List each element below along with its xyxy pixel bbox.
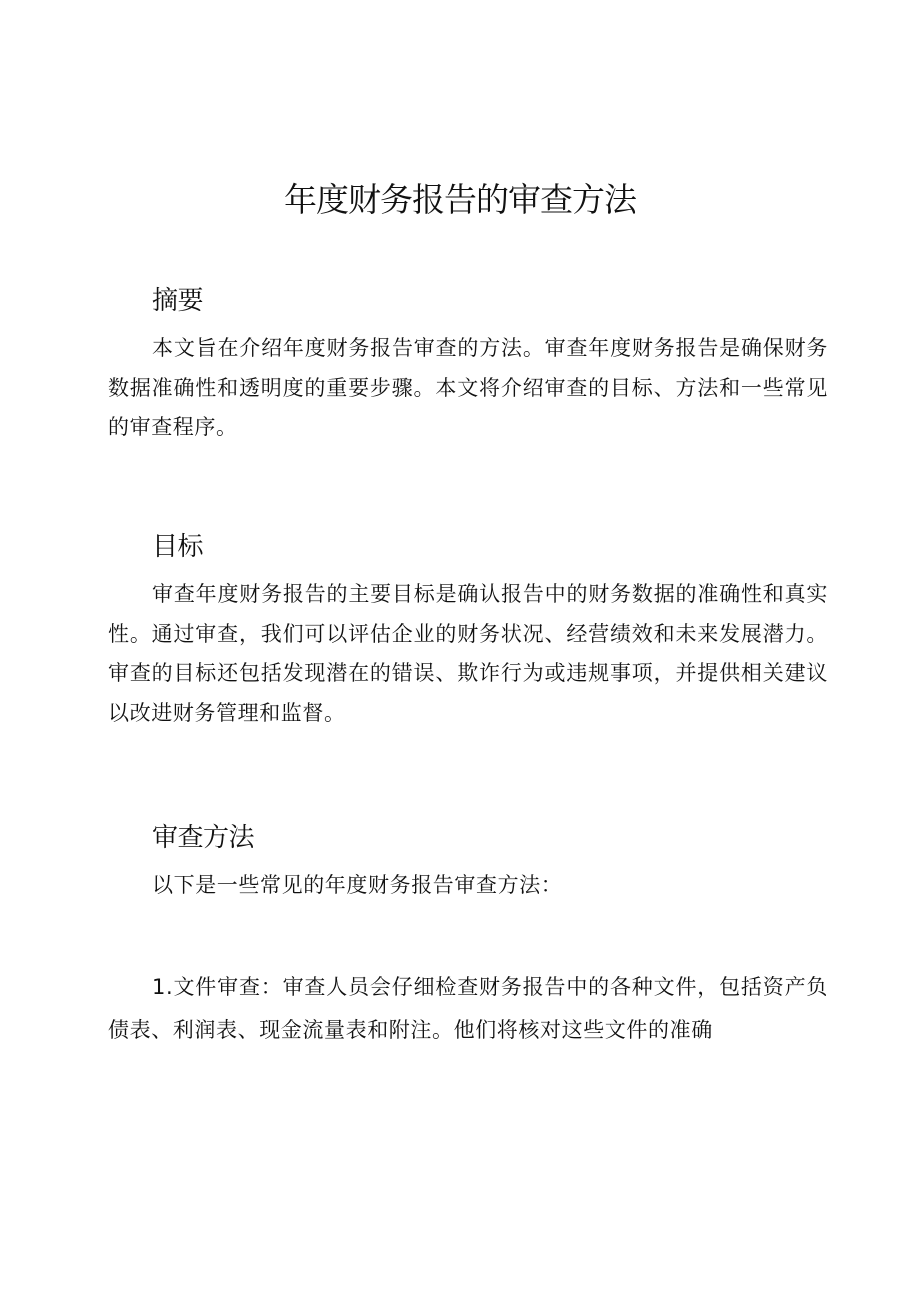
list-item-text: .文件审查：审查人员会仔细检查财务报告中的各种文件，包括资产负债表、利润表、现金流量表和附注。他们将核对这些文件的准确 <box>108 975 828 1042</box>
section-heading-goals: 目标 <box>152 532 204 562</box>
section-body-methods: 以下是一些常见的年度财务报告审查方法： <box>152 873 563 897</box>
list-item-number: 1 <box>152 975 166 999</box>
section-summary <box>108 281 828 448</box>
list-item-document-review <box>108 966 828 1052</box>
section-heading-summary: 摘要 <box>152 286 204 316</box>
document-title: 年度财务报告的审查方法 <box>284 180 636 219</box>
section-heading-methods: 审查方法 <box>152 823 255 853</box>
section-goals <box>108 527 828 733</box>
section-body-summary: 本文旨在介绍年度财务报告审查的方法。审查年度财务报告是确保财务数据准确性和透明度的重要步骤。本文将介绍审查的目标、方法和一些常见的审查程序。 <box>108 336 828 439</box>
section-methods <box>108 818 828 906</box>
section-body-goals: 审查年度财务报告的主要目标是确认报告中的财务数据的准确性和真实性。通过审查，我们可以评估企业的财务状况、经营绩效和未来发展潜力。审查的目标还包括发现潜在的错误、欺诈行为或违规事项，并提供相关建议以改进财务管理和监督。 <box>108 582 828 725</box>
